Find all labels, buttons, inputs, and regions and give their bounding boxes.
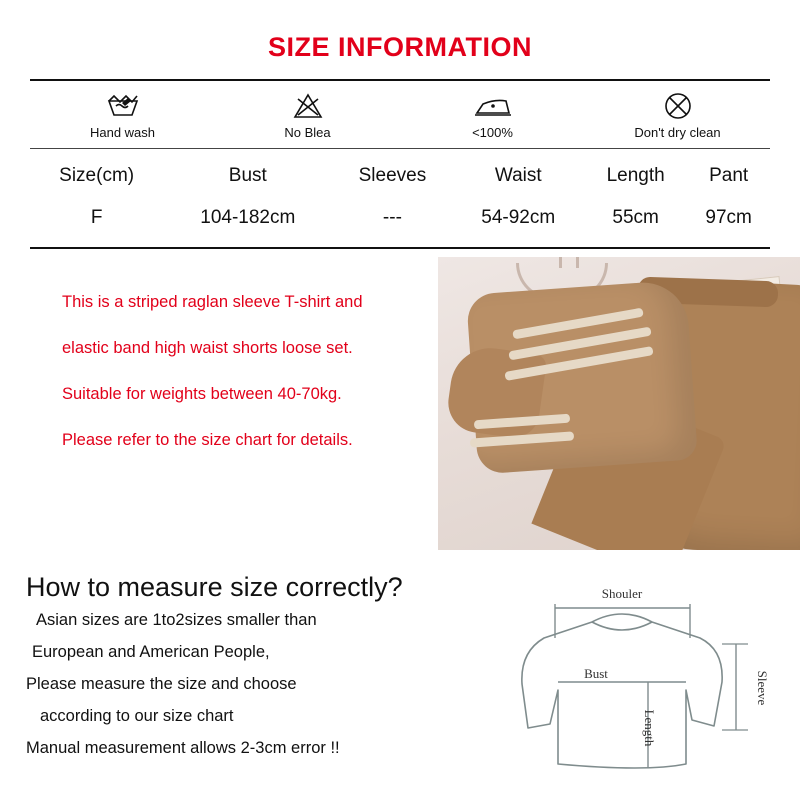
measure-line: European and American People, — [32, 642, 270, 661]
diagram-label-bust: Bust — [584, 666, 608, 681]
diagram-label-shoulder: Shouler — [601, 586, 643, 601]
care-label: No Blea — [284, 125, 331, 140]
table-header-cell: Sleeves — [358, 165, 427, 186]
page-title: SIZE INFORMATION — [268, 32, 532, 62]
measure-line: Please measure the size and choose — [26, 674, 297, 693]
care-instructions-row — [30, 81, 770, 148]
measure-line: according to our size chart — [40, 706, 234, 725]
care-item-no-bleach — [215, 91, 400, 140]
description-and-photo — [0, 257, 800, 550]
hand-wash-icon — [106, 91, 140, 121]
product-photo — [438, 257, 800, 550]
table-cell: 54-92cm — [481, 207, 556, 228]
product-description — [0, 257, 438, 550]
measure-heading: How to measure size correctly? — [26, 572, 403, 602]
measure-section — [0, 572, 800, 808]
care-item-iron — [400, 91, 585, 140]
table-cell: 55cm — [612, 207, 659, 228]
table-header-cell: Pant — [709, 165, 749, 186]
measure-line: Manual measurement allows 2-3cm error !! — [26, 738, 340, 757]
table-cell: 104-182cm — [200, 207, 296, 228]
care-label: Don't dry clean — [634, 125, 721, 140]
table-cell: F — [90, 207, 103, 228]
diagram-label-length: Length — [642, 709, 657, 747]
diagram-label-sleeve: Sleeve — [755, 670, 770, 706]
table-cell: 97cm — [705, 207, 752, 228]
iron-icon — [473, 91, 513, 121]
measure-text-block — [0, 572, 500, 808]
table-header-cell: Bust — [228, 165, 267, 186]
table-header-row — [30, 149, 770, 197]
description-line: This is a striped raglan sleeve T-shirt and — [62, 293, 363, 311]
table-header-cell: Waist — [494, 165, 542, 186]
care-item-hand-wash — [30, 91, 215, 140]
table-row — [30, 197, 770, 247]
no-dry-clean-icon — [663, 91, 693, 121]
no-bleach-icon — [293, 91, 323, 121]
measurement-diagram — [500, 578, 790, 808]
measure-line: Asian sizes are 1to2sizes smaller than — [36, 611, 317, 629]
description-line: Suitable for weights between 40-70kg. — [62, 385, 342, 404]
care-label: Hand wash — [89, 125, 156, 140]
care-item-no-dry-clean — [585, 91, 770, 140]
size-chart-table — [30, 149, 770, 247]
description-line: Please refer to the size chart for details. — [62, 431, 353, 450]
care-label: <100% — [472, 125, 513, 140]
divider-table-bottom — [30, 247, 770, 249]
table-header-cell: Length — [606, 165, 665, 186]
table-header-cell: Size(cm) — [59, 165, 135, 186]
description-line: elastic band high waist shorts loose set. — [62, 339, 353, 358]
table-cell: --- — [382, 207, 402, 228]
